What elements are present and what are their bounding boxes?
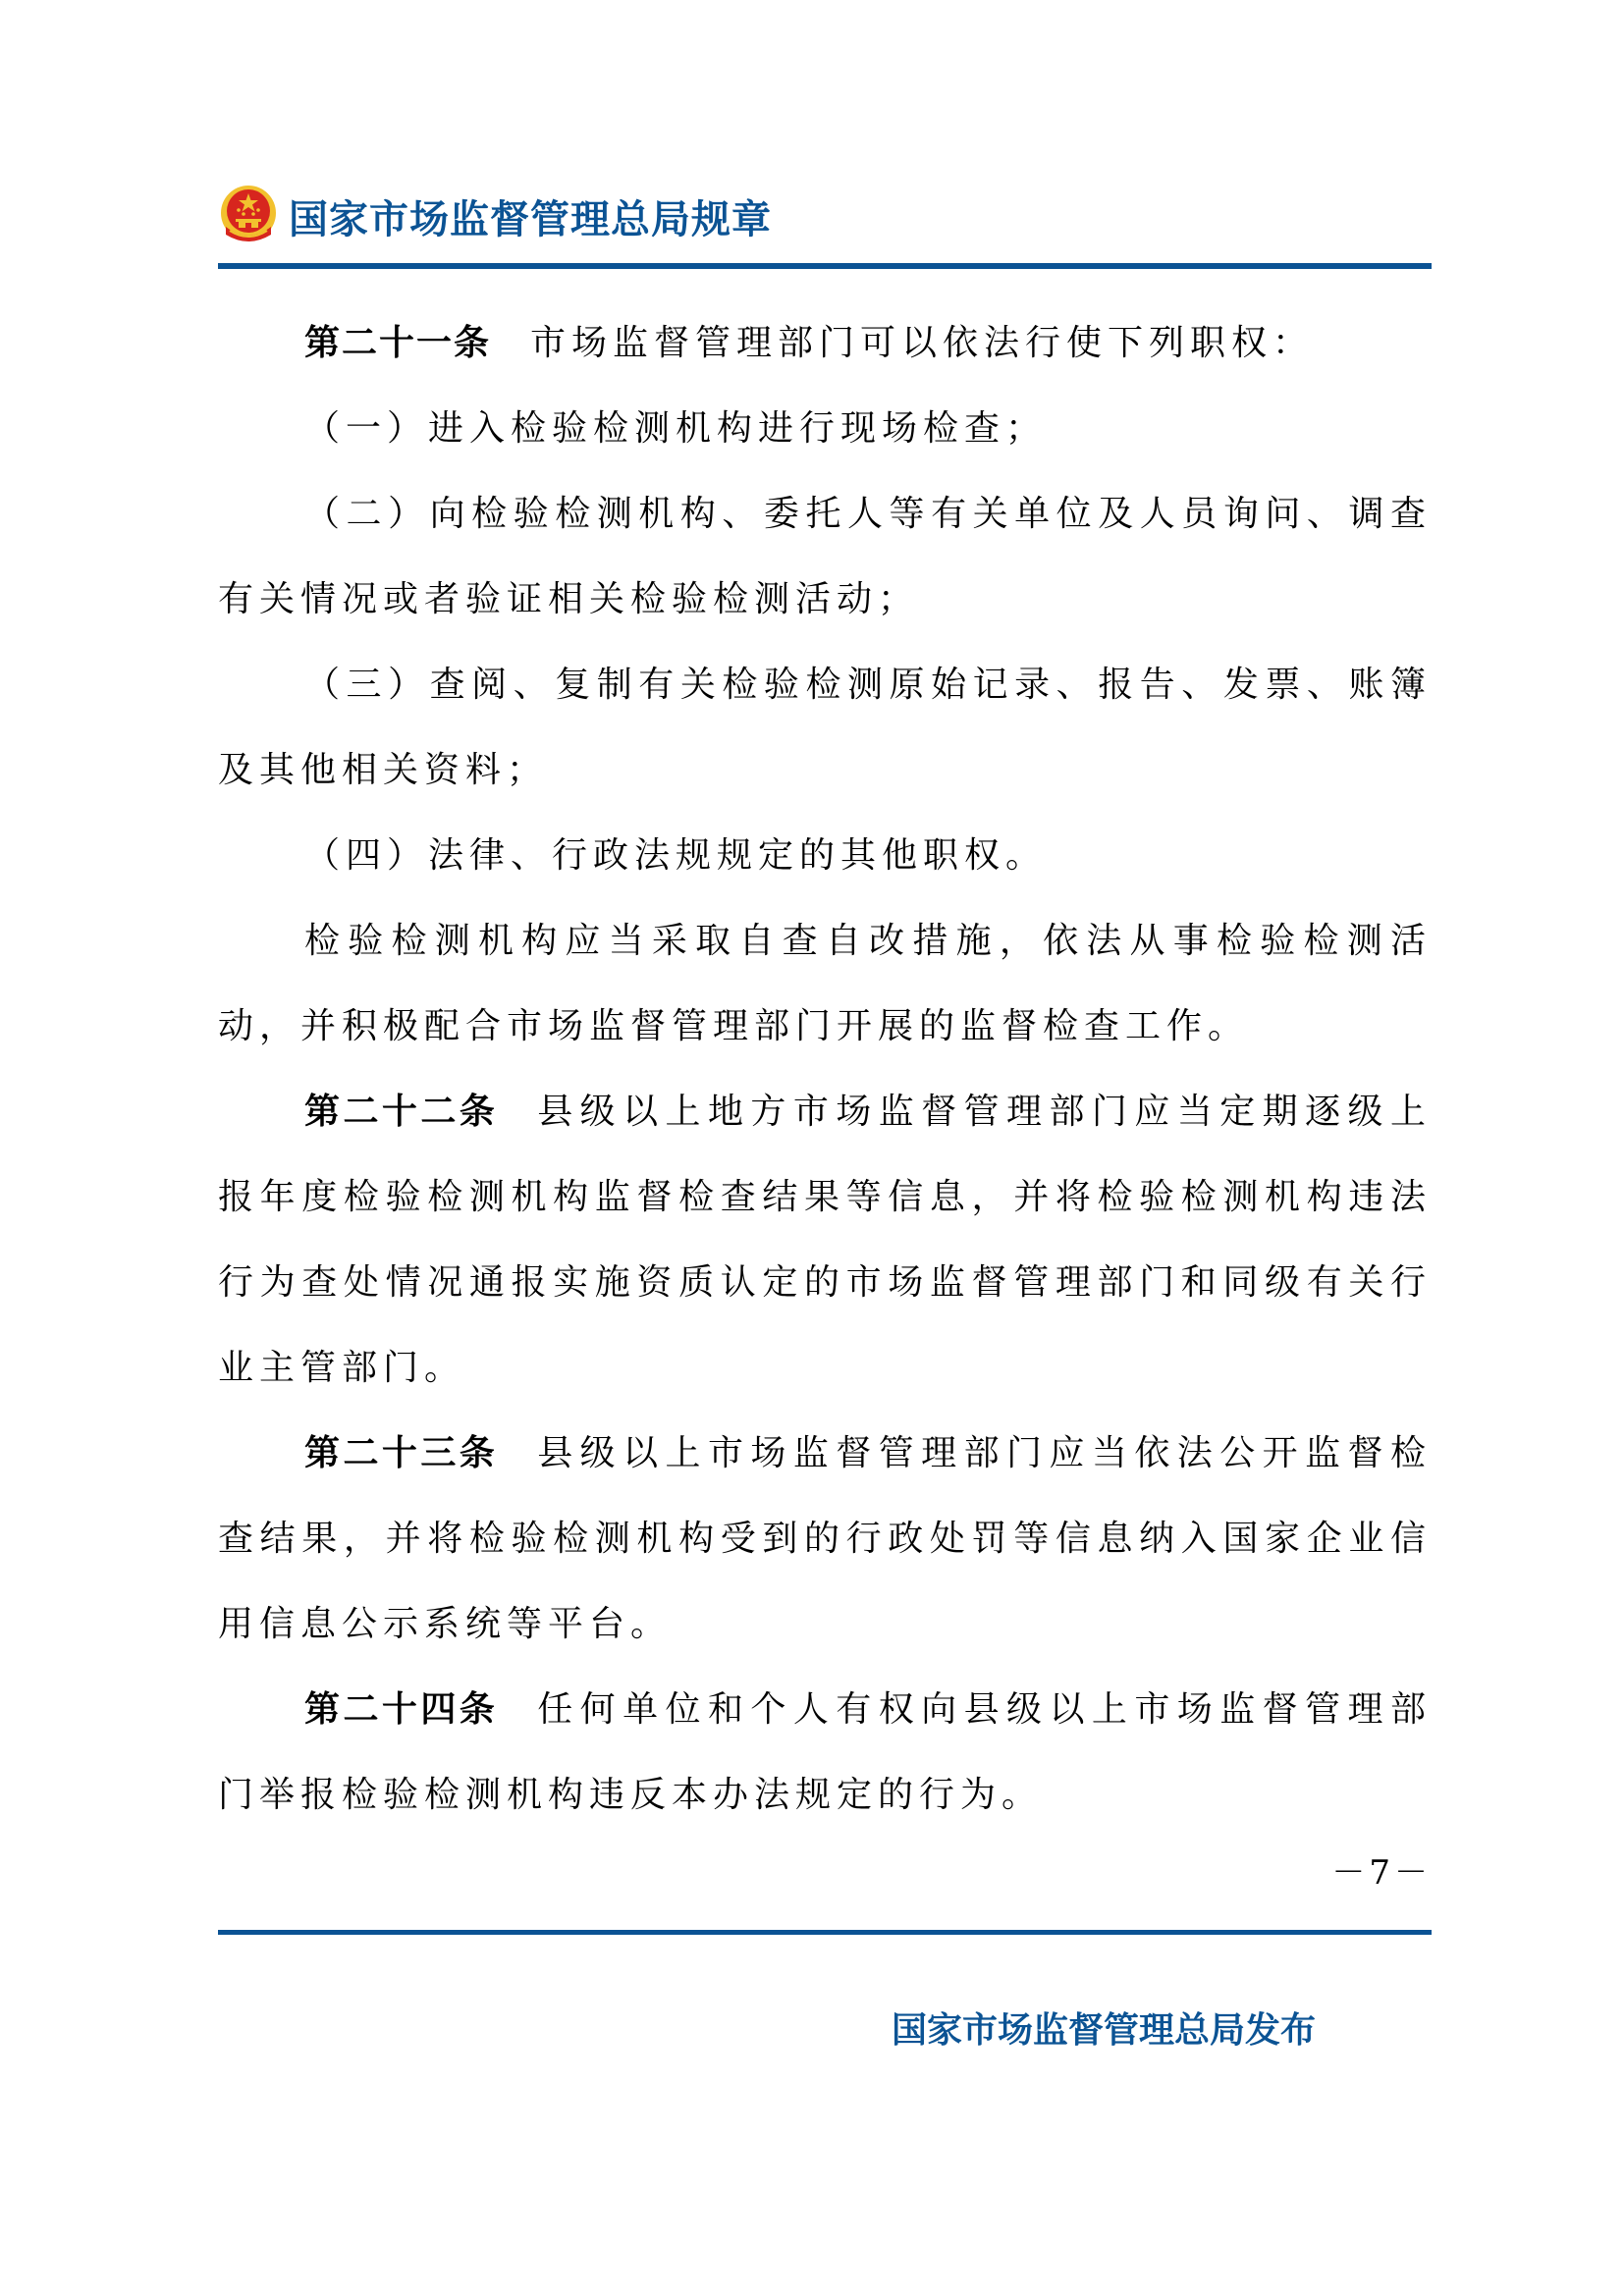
article-21-item-3: （三）查阅、复制有关检验检测原始记录、报告、发票、账簿及其他相关资料； (218, 665, 1432, 790)
article-number: 第二十二条 (304, 1092, 499, 1132)
article-21-item-4: （四）法律、行政法规规定的其他职权。 (304, 835, 1048, 876)
document-header (218, 177, 772, 255)
article-number: 第二十一条 (304, 323, 492, 363)
footer-divider (218, 1930, 1432, 1935)
article-number: 第二十三条 (304, 1433, 499, 1473)
article-21-item-1: （一）进入检验检测机构进行现场检查； (304, 408, 1048, 449)
article-21-item-2: （二）向检验检测机构、委托人等有关单位及人员询问、调查有关情况或者验证相关检验检测活动； (218, 494, 1432, 619)
footer-publisher: 国家市场监督管理总局发布 (892, 2010, 1317, 2051)
article-text: 县级以上市场监督管理部门应当依法公开监督检查结果，并将检验检测机构受到的行政处罚等信息纳入国家企业信用信息公示系统等平台。 (218, 1433, 1432, 1644)
article-text: 任何单位和个人有权向县级以上市场监督管理部门举报检验检测机构违反本办法规定的行为。 (218, 1689, 1432, 1815)
article-21 (218, 300, 1432, 386)
document-body (218, 300, 1432, 1838)
header-divider (218, 263, 1432, 269)
article-23 (218, 1411, 1432, 1667)
header-title: 国家市场监督管理总局规章 (289, 196, 772, 242)
article-number: 第二十四条 (304, 1689, 499, 1730)
page-number: －7－ (1331, 1853, 1432, 1893)
article-22 (218, 1069, 1432, 1411)
article-24 (218, 1667, 1432, 1838)
national-emblem-icon (218, 184, 279, 248)
article-text: 县级以上地方市场监督管理部门应当定期逐级上报年度检验检测机构监督检查结果等信息，并将检验检测机构违法行为查处情况通报实施资质认定的市场监督管理部门和同级有关行业主管部门。 (218, 1092, 1432, 1388)
article-21-closing: 检验检测机构应当采取自查自改措施，依法从事检验检测活动，并积极配合市场监督管理部门开展的监督检查工作。 (218, 921, 1432, 1046)
article-text: 市场监督管理部门可以依法行使下列职权： (530, 323, 1315, 363)
